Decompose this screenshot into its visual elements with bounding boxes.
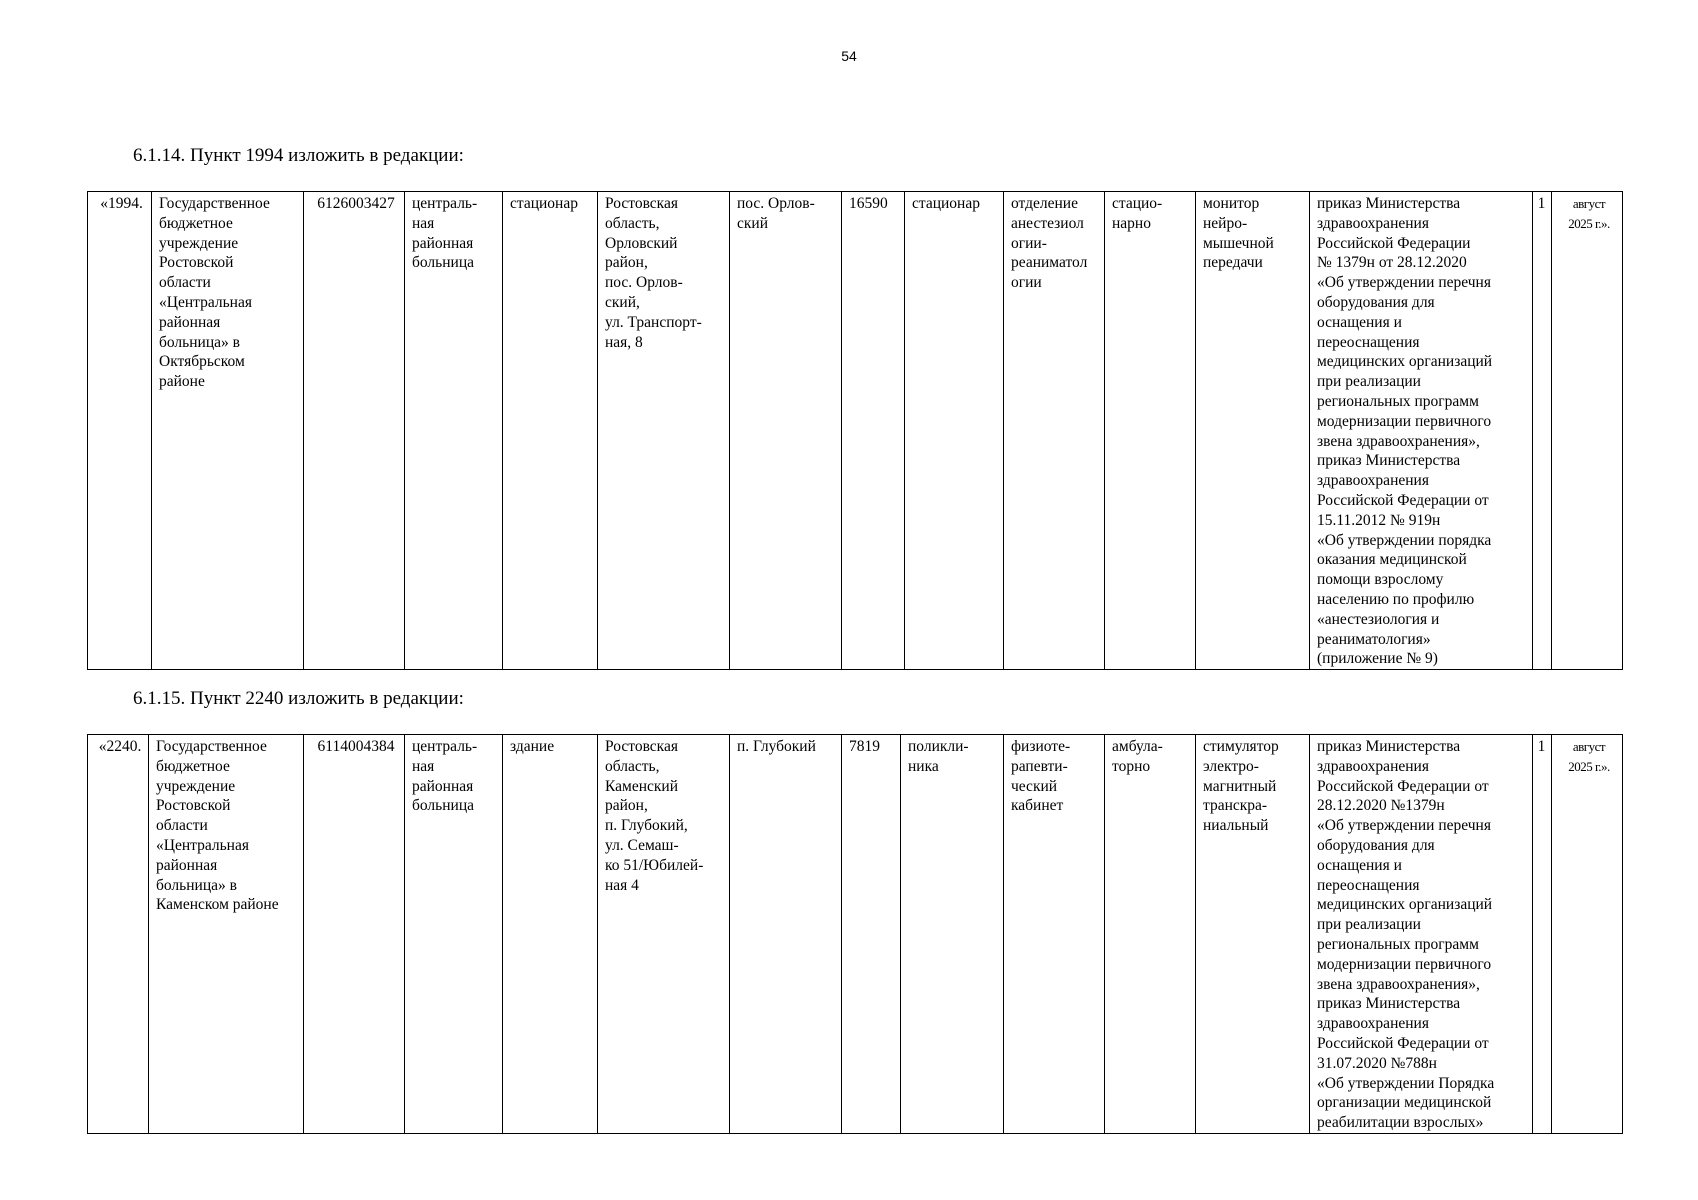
organization-type: централь- ная районная больница <box>405 192 503 670</box>
legal-basis: приказ Министерства здравоохранения Российской Федерации от 28.12.2020 №1379н «Об утверждении перечня оборудования для оснащения и переоснащения медицинских организаций при реализации региональных программ модернизации первичного звена здравоохранения», приказ Министерства здравоохранения Российской Федерации от 31.07.2020 №788н «Об утверждении Порядка организации медицинской реабилитации взрослых» <box>1310 735 1533 1134</box>
address: Ростовская область, Орловский район, пос. Орлов- ский, ул. Транспорт- ная, 8 <box>598 192 730 670</box>
unit-type: поликли- ника <box>901 735 1004 1134</box>
table-row <box>88 735 1623 1134</box>
page-number: 54 <box>841 48 857 64</box>
legal-basis: приказ Министерства здравоохранения Российской Федерации № 1379н от 28.12.2020 «Об утверждении перечня оборудования для оснащения и переоснащения медицинских организаций при реализации региональных программ модернизации первичного звена здравоохранения», приказ Министерства здравоохранения Российской Федерации от 15.11.2012 № 919н «Об утверждении порядка оказания медицинской помощи взрослому населению по профилю «анестезиология и реаниматология» (приложение № 9) <box>1310 192 1533 670</box>
delivery-date: август 2025 г.». <box>1552 192 1623 670</box>
department: физиоте- рапевти- ческий кабинет <box>1004 735 1105 1134</box>
inn-code: 6126003427 <box>304 192 405 670</box>
address: Ростовская область, Каменский район, п. Глубокий, ул. Семаш- ко 51/Юбилей- ная 4 <box>598 735 730 1134</box>
institution-name: Государственное бюджетное учреждение Ростовской области «Центральная районная больница» в Каменском районе <box>149 735 304 1134</box>
section-heading-2240: 6.1.15. Пункт 2240 изложить в редакции: <box>133 688 464 709</box>
item-number: «2240. <box>88 735 149 1134</box>
item-number: «1994. <box>88 192 152 670</box>
delivery-date: август 2025 г.». <box>1552 735 1623 1134</box>
care-form: амбула- торно <box>1105 735 1196 1134</box>
inn-code: 6114004384 <box>304 735 405 1134</box>
equipment: стимулятор электро- магнитный транскра- ниальный <box>1196 735 1310 1134</box>
equipment: монитор нейро- мышечной передачи <box>1196 192 1310 670</box>
unit-type: стационар <box>905 192 1004 670</box>
locality: пос. Орлов- ский <box>730 192 842 670</box>
section-heading-1994: 6.1.14. Пункт 1994 изложить в редакции: <box>133 145 464 166</box>
care-form: стацио- нарно <box>1105 192 1196 670</box>
organization-type: централь- ная районная больница <box>405 735 503 1134</box>
table-row <box>88 192 1623 670</box>
building-type: здание <box>503 735 598 1134</box>
building-type: стационар <box>503 192 598 670</box>
table-item-2240 <box>87 734 1623 1134</box>
quantity: 1 <box>1533 192 1552 670</box>
quantity: 1 <box>1533 735 1552 1134</box>
table-item-1994 <box>87 191 1623 670</box>
department: отделение анестезиол огии- реаниматол огии <box>1004 192 1105 670</box>
population: 7819 <box>842 735 901 1134</box>
population: 16590 <box>842 192 905 670</box>
institution-name: Государственное бюджетное учреждение Ростовской области «Центральная районная больница» в Октябрьском районе <box>152 192 304 670</box>
locality: п. Глубокий <box>730 735 842 1134</box>
